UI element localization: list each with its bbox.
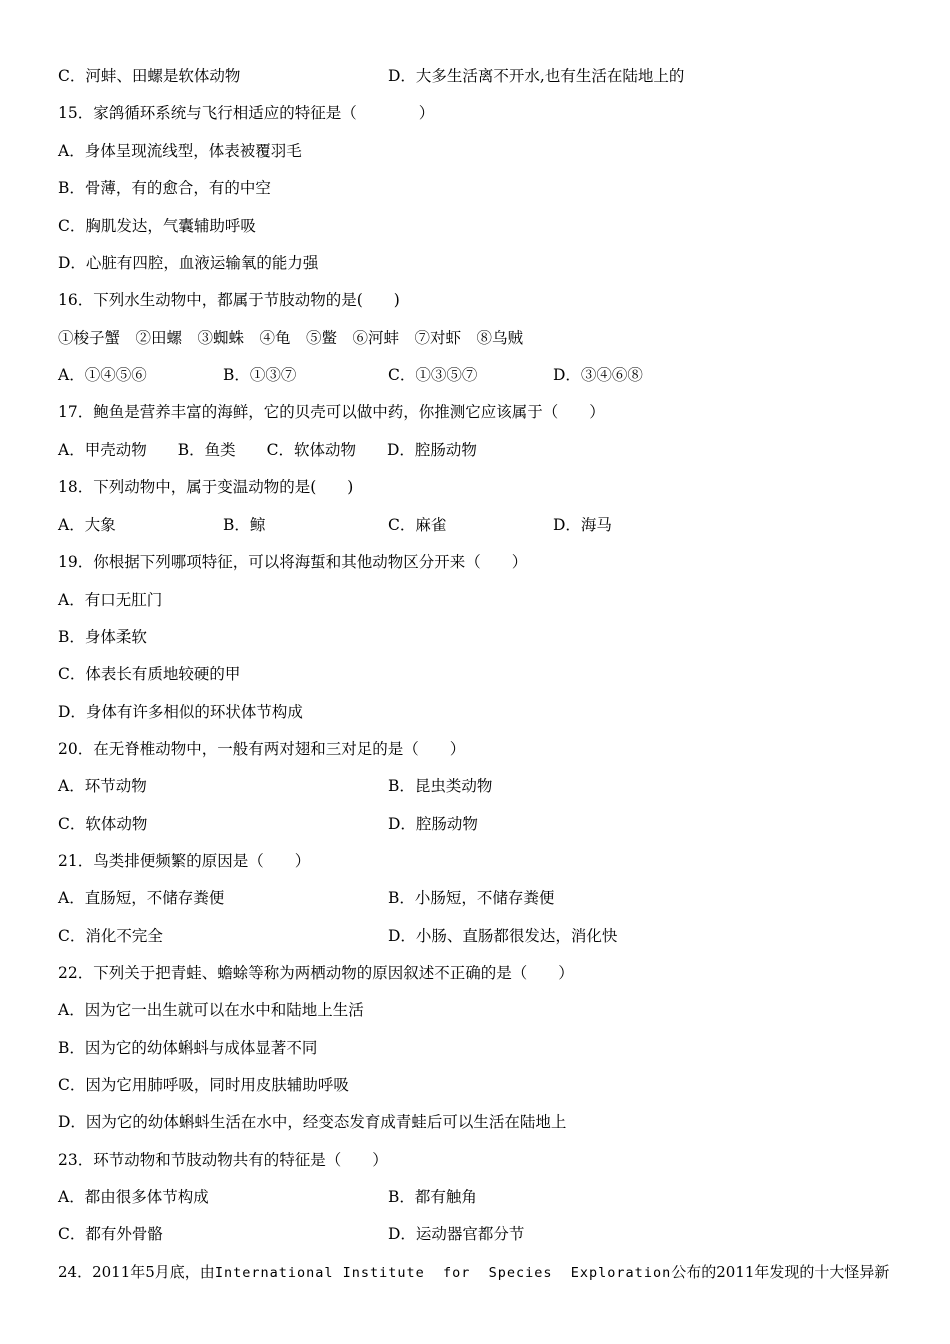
q23-option-c: C．都有外骨骼	[58, 1225, 163, 1243]
q23-stem: 23．环节动物和节肢动物共有的特征是（ ）	[58, 1151, 388, 1169]
q21-option-b: B．小肠短，不储存粪便	[388, 889, 555, 907]
q19-option-d: D．身体有许多相似的环状体节构成	[58, 703, 303, 721]
q16-option-d: D．③④⑥⑧	[553, 366, 643, 384]
q23-option-d: D．运动器官都分节	[388, 1225, 525, 1243]
q24-stem	[58, 1261, 889, 1283]
q19-option-a: A．有口无肛门	[58, 591, 163, 609]
q15-option-b: B．骨薄，有的愈合，有的中空	[58, 179, 271, 197]
q18-option-c: C．麻雀	[388, 516, 447, 534]
q20-stem: 20．在无脊椎动物中，一般有两对翅和三对足的是（ ）	[58, 740, 466, 758]
q20-option-a: A．环节动物	[58, 777, 147, 795]
q18-option-b: B．鲸	[223, 516, 266, 534]
q20-option-c: C．软体动物	[58, 815, 148, 833]
q14-option-d: D．大多生活离不开水,也有生活在陆地上的	[388, 67, 685, 85]
q16-animal-list: ①梭子蟹 ②田螺 ③蜘蛛 ④龟 ⑤鳖 ⑥河蚌 ⑦对虾 ⑧乌贼	[58, 329, 524, 347]
q22-option-d: D．因为它的幼体蝌蚪生活在水中，经变态发育成青蛙后可以生活在陆地上	[58, 1113, 567, 1131]
q17-stem: 17．鲍鱼是营养丰富的海鲜，它的贝壳可以做中药，你推测它应该属于（ ）	[58, 403, 605, 421]
q16-options	[0, 364, 950, 386]
q16-stem: 16．下列水生动物中，都属于节肢动物的是( )	[58, 291, 400, 309]
q18-option-d: D．海马	[553, 516, 612, 534]
q16-option-c: C．①③⑤⑦	[388, 366, 478, 384]
q20-option-b: B．昆虫类动物	[388, 777, 493, 795]
q19-option-b: B．身体柔软	[58, 628, 147, 646]
q20-option-d: D．腔肠动物	[388, 815, 478, 833]
q15-option-d: D．心脏有四腔，血液运输氧的能力强	[58, 254, 319, 272]
q21-stem: 21．鸟类排便频繁的原因是（ ）	[58, 852, 311, 870]
q24-suffix: 公布的2011年发现的十大怪异新	[671, 1263, 890, 1281]
q15-option-c: C．胸肌发达，气囊辅助呼吸	[58, 217, 256, 235]
q23-option-a: A．都由很多体节构成	[58, 1188, 209, 1206]
q23-option-b: B．都有触角	[388, 1188, 477, 1206]
q19-stem: 19．你根据下列哪项特征，可以将海蜇和其他动物区分开来（ ）	[58, 553, 528, 571]
q17-options: A．甲壳动物 B．鱼类 C．软体动物 D．腔肠动物	[58, 441, 477, 459]
q22-option-a: A．因为它一出生就可以在水中和陆地上生活	[58, 1001, 364, 1019]
q18-options	[0, 514, 950, 536]
q22-stem: 22．下列关于把青蛙、蟾蜍等称为两栖动物的原因叙述不正确的是（ ）	[58, 964, 574, 982]
q24-prefix: 24．2011年5月底，由	[58, 1263, 215, 1281]
q18-stem: 18．下列动物中，属于变温动物的是( )	[58, 478, 354, 496]
q21-option-d: D．小肠、直肠都很发达，消化快	[388, 927, 618, 945]
q15-stem: 15．家鸽循环系统与飞行相适应的特征是（ ）	[58, 104, 435, 122]
q22-option-c: C．因为它用肺呼吸，同时用皮肤辅助呼吸	[58, 1076, 349, 1094]
q21-option-c: C．消化不完全	[58, 927, 163, 945]
q18-option-a: A．大象	[58, 516, 116, 534]
q14-option-c: C．河蚌、田螺是软体动物	[58, 67, 241, 85]
q21-option-a: A．直肠短，不储存粪便	[58, 889, 225, 907]
q22-option-b: B．因为它的幼体蝌蚪与成体显著不同	[58, 1039, 318, 1057]
q19-option-c: C．体表长有质地较硬的甲	[58, 665, 241, 683]
q24-organization: International Institute for Species Exploration	[214, 1265, 672, 1281]
q16-option-a: A．①④⑤⑥	[58, 366, 147, 384]
q15-option-a: A．身体呈现流线型，体表被覆羽毛	[58, 142, 302, 160]
q16-option-b: B．①③⑦	[223, 366, 297, 384]
